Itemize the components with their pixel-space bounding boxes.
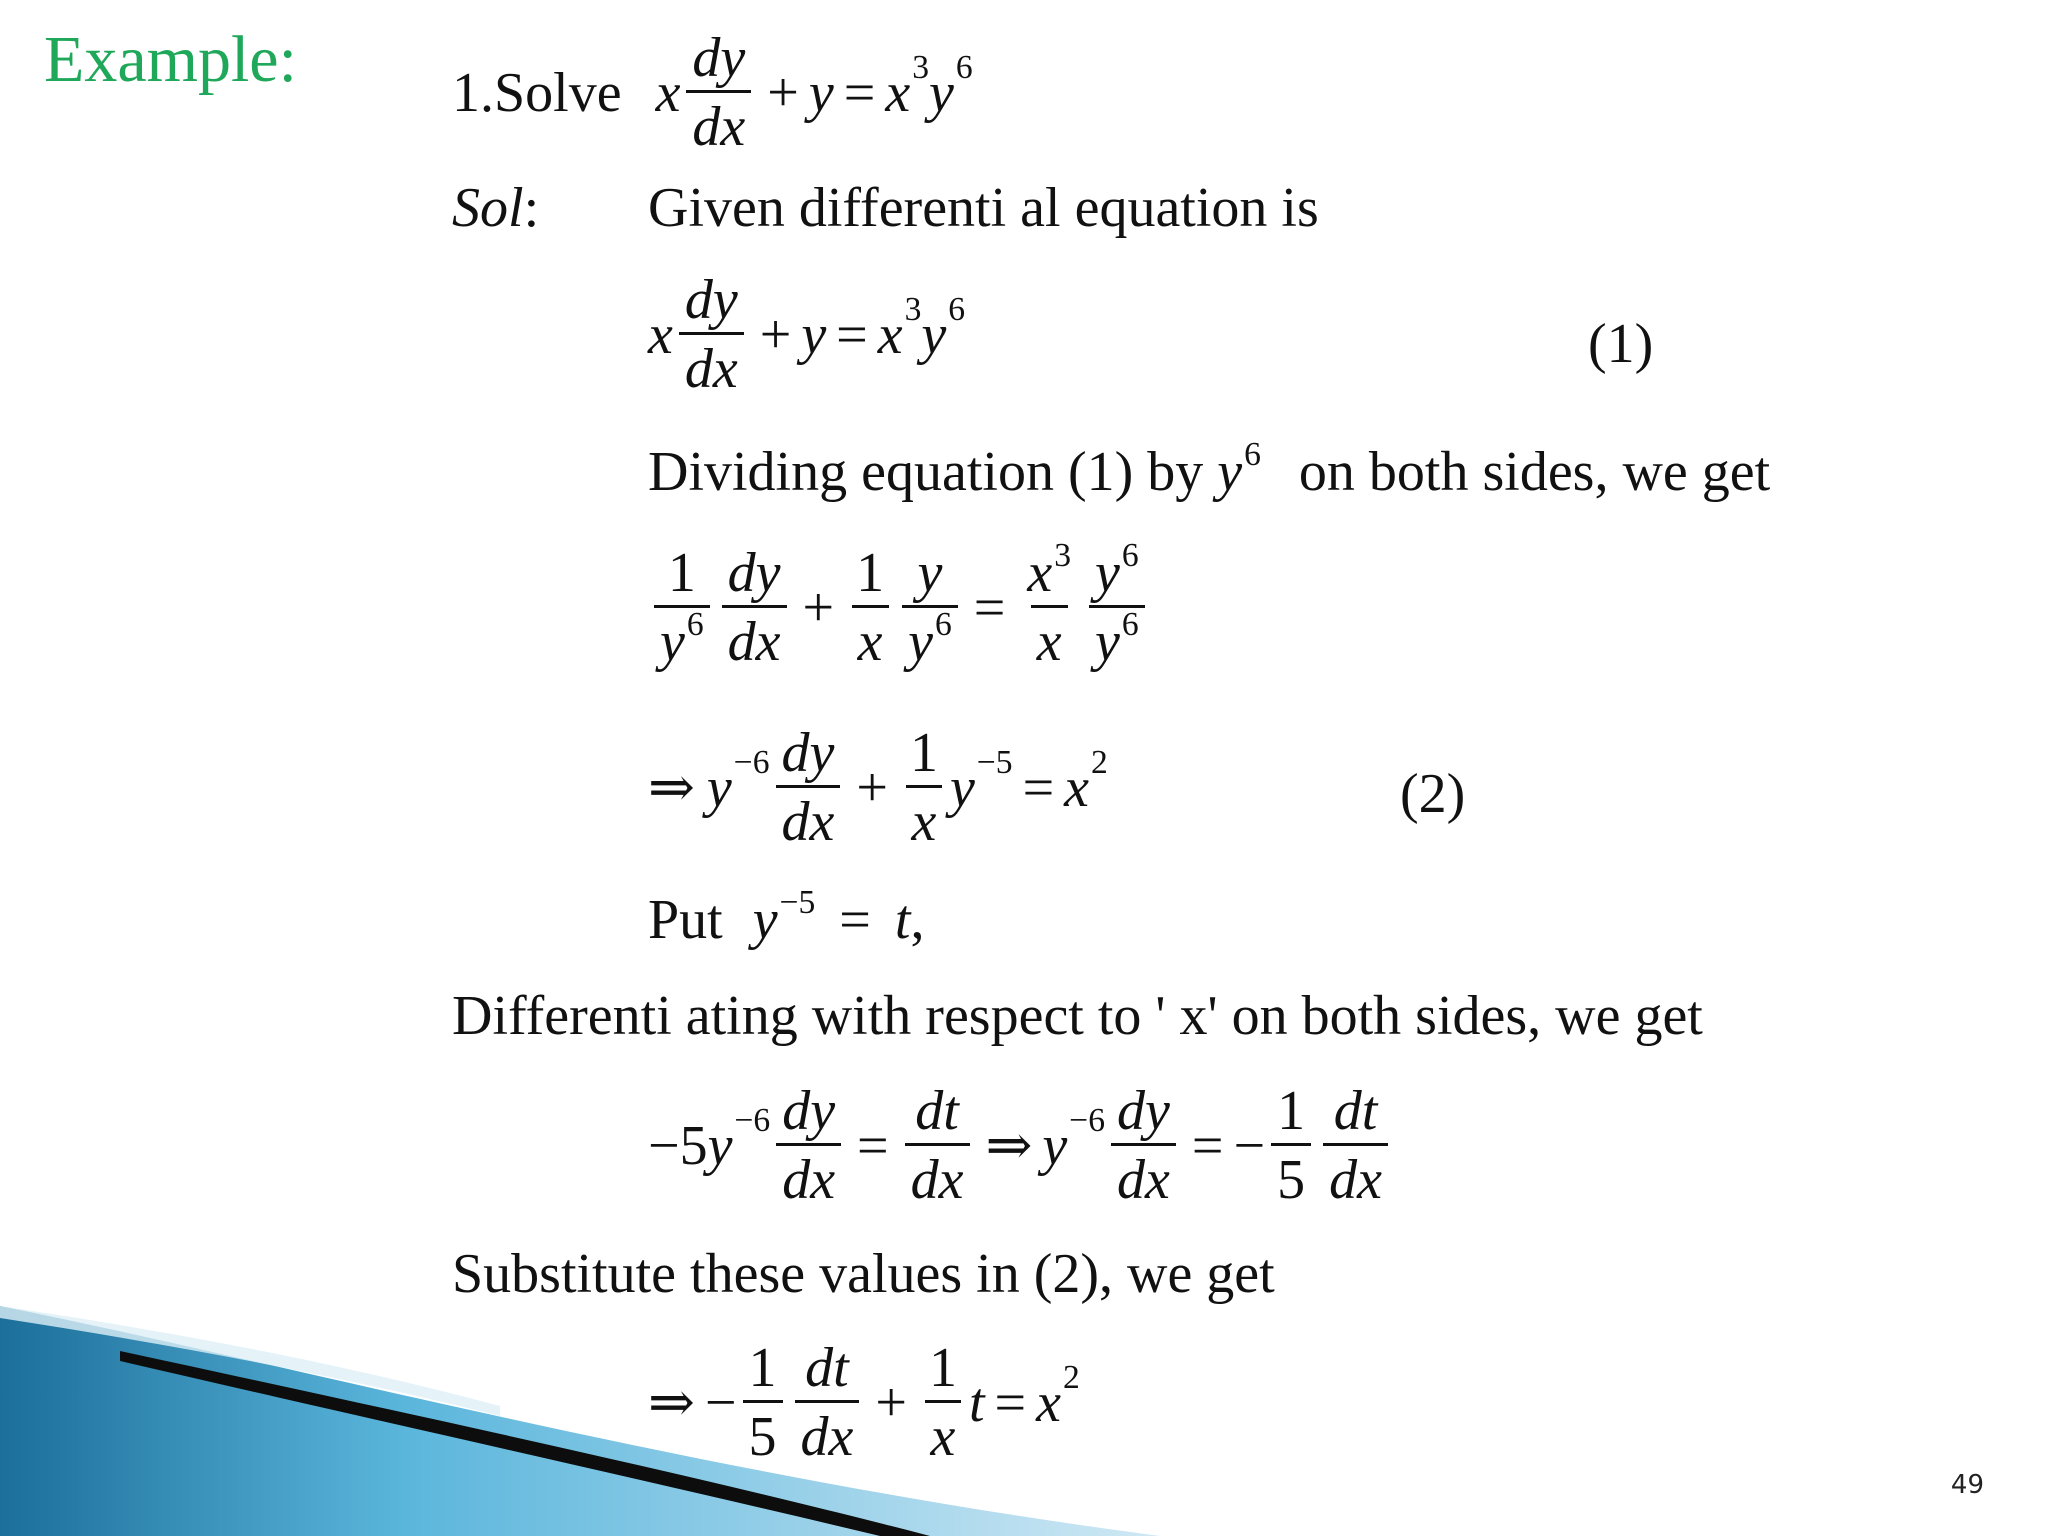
substitute-sentence: Substitute these values in (2), we get [452, 1243, 1275, 1305]
solution-intro: Given differenti al equation is [648, 177, 1319, 239]
equation-divided: $\frac{1}{y^6}$ $\frac{dy}{dx}$ + $\frac{1}{x}$ $\frac{y}{y^6}$ = $\frac{x^3}{x}$ $\frac{y^6}{y^6}$ [648, 545, 1151, 670]
substitution-put: Put $y^{-5} = t$, [648, 883, 925, 951]
solution-label: Sol: [452, 177, 540, 239]
slide-title: Example: [44, 23, 297, 96]
page-number: 49 [1950, 1470, 1984, 1500]
equation-2: ⇒ y $^{-6}$ $\frac{dy}{dx}$ + $\frac{1}{x}$ y $^{-5}$ = x $^2$ [648, 722, 1108, 853]
problem-verb: Solve [494, 61, 622, 124]
dy-dx-fraction: $\frac{dy}{dx}$ [686, 30, 751, 155]
equation-differentiated: −5 y $^{-6}$ $\frac{dy}{dx}$ = $\frac{dt}{dx}$ ⇒ y $^{-6}$ $\frac{dy}{dx}$ = − $\frac{1}{5}$ $\frac{dt}{dx}$ [648, 1083, 1394, 1208]
equation-1-tag: (1) [1588, 313, 1654, 375]
equation-final: ⇒ − $\frac{1}{5}$ $\frac{dt}{dx}$ + $\frac{1}{x}$ t = x $^2$ [648, 1337, 1080, 1468]
dividing-sentence: Dividing equation (1) by $y^6$ on both sides, we get [648, 435, 1771, 503]
problem-number: 1. [452, 61, 494, 124]
differentiating-sentence: Differenti ating with respect to ' x' on both sides, we get [452, 985, 1703, 1047]
equation-1: x $\frac{dy}{dx}$ + y = x $^3$ y $^6$ [648, 269, 966, 400]
equation-2-tag: (2) [1400, 763, 1466, 825]
problem-statement: 1. Solve x $\frac{dy}{dx}$ + y = x $^3$ y $^6$ [452, 27, 973, 158]
